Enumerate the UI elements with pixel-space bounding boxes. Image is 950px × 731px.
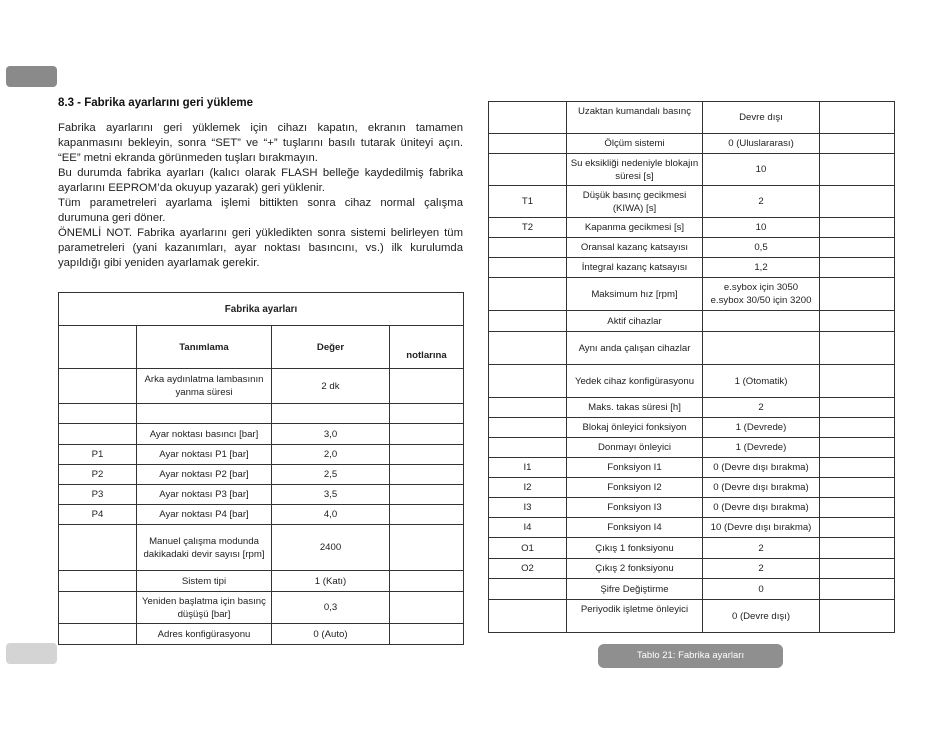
cell-notes (390, 505, 464, 525)
cell-code (489, 311, 567, 332)
cell-notes (390, 624, 464, 645)
cell-notes (820, 518, 895, 538)
cell-description: Çıkış 2 fonksiyonu (567, 559, 703, 579)
table-row (489, 365, 895, 398)
cell-description: Fonksiyon I4 (567, 518, 703, 538)
table-row (489, 134, 895, 154)
cell-description: Yeniden başlatma için basınç düşüşü [bar] (137, 592, 272, 624)
cell-value: 0 (Devre dışı bırakma) (703, 458, 820, 478)
cell-description: Ayar noktası P4 [bar] (137, 505, 272, 525)
cell-value (272, 404, 390, 424)
cell-code: P2 (59, 465, 137, 485)
cell-description: Oransal kazanç katsayısı (567, 238, 703, 258)
table-row (489, 332, 895, 365)
cell-description: İntegral kazanç katsayısı (567, 258, 703, 278)
table-row (59, 571, 464, 592)
cell-value: 10 (703, 154, 820, 186)
factory-settings-table-left (58, 292, 464, 645)
cell-value (703, 332, 820, 365)
cell-value: 2 dk (272, 369, 390, 404)
cell-value: 0,5 (703, 238, 820, 258)
cell-value: 2 (703, 559, 820, 579)
table-row (489, 154, 895, 186)
cell-value: 0 (Auto) (272, 624, 390, 645)
cell-value (703, 311, 820, 332)
table-row (489, 258, 895, 278)
table-row (489, 398, 895, 418)
cell-description: Ayar noktası P2 [bar] (137, 465, 272, 485)
cell-code (59, 624, 137, 645)
cell-description: Ayar noktası P3 [bar] (137, 485, 272, 505)
table-row (489, 579, 895, 600)
table-row (59, 485, 464, 505)
cell-notes (390, 445, 464, 465)
cell-description: Manuel çalışma modunda dakikadaki devir sayısı [rpm] (137, 525, 272, 571)
cell-code: I3 (489, 498, 567, 518)
cell-code: T2 (489, 218, 567, 238)
cell-notes (390, 571, 464, 592)
cell-notes (390, 485, 464, 505)
cell-notes (820, 278, 895, 311)
table-row (59, 424, 464, 445)
cell-code: I4 (489, 518, 567, 538)
cell-code (489, 365, 567, 398)
cell-description: Donmayı önleyici (567, 438, 703, 458)
cell-code (489, 154, 567, 186)
cell-value: Devre dışı (703, 102, 820, 134)
cell-code (489, 418, 567, 438)
section-title: 8.3 - Fabrika ayarlarını geri yükleme (58, 97, 253, 109)
cell-description: Adres konfigürasyonu (137, 624, 272, 645)
cell-description: Arka aydınlatma lambasının yanma süresi (137, 369, 272, 404)
cell-notes (820, 538, 895, 559)
cell-value: 1,2 (703, 258, 820, 278)
cell-notes (820, 218, 895, 238)
cell-notes (820, 438, 895, 458)
table-header-row (59, 326, 464, 369)
table-row (59, 445, 464, 465)
cell-value: 2,0 (272, 445, 390, 465)
paragraph-1: Fabrika ayarlarını geri yüklemek için cihazı kapatın, ekranın tamamen kapanmasını bekleyin, sonra “SET” ve “+” tuşlarını basılı tutarak üniteyi açın. “EE” metni ekranda görünmeden tuşları bırakmayın. (58, 122, 463, 164)
cell-notes (820, 600, 895, 633)
cell-description: Yedek cihaz konfigürasyonu (567, 365, 703, 398)
cell-value-line: e.sybox 30/50 için 3200 (710, 295, 812, 306)
page-tab-marker-bottom (6, 643, 57, 664)
cell-code (59, 369, 137, 404)
table-title-row (59, 293, 464, 326)
cell-description: Ölçüm sistemi (567, 134, 703, 154)
cell-notes (820, 102, 895, 134)
cell-value: 3,0 (272, 424, 390, 445)
table-row (489, 600, 895, 633)
cell-value: 0 (Devre dışı bırakma) (703, 478, 820, 498)
cell-value: 3,5 (272, 485, 390, 505)
cell-value: 4,0 (272, 505, 390, 525)
cell-notes (820, 559, 895, 579)
cell-value: 10 (Devre dışı bırakma) (703, 518, 820, 538)
cell-value: 0 (Uluslararası) (703, 134, 820, 154)
cell-notes (820, 154, 895, 186)
cell-code: T1 (489, 186, 567, 218)
cell-code (489, 278, 567, 311)
cell-notes (820, 238, 895, 258)
cell-notes (390, 404, 464, 424)
cell-value: 0,3 (272, 592, 390, 624)
cell-value: 1 (Devrede) (703, 418, 820, 438)
table-row (59, 592, 464, 624)
table-row (489, 458, 895, 478)
cell-code: I1 (489, 458, 567, 478)
cell-code (59, 571, 137, 592)
table-row (59, 525, 464, 571)
table-row (489, 478, 895, 498)
cell-code (489, 238, 567, 258)
cell-value: 1 (Devrede) (703, 438, 820, 458)
table-row (489, 559, 895, 579)
cell-code (59, 592, 137, 624)
important-note: ÖNEMLİ NOT. Fabrika ayarlarını geri yükledikten sonra sistemi belirleyen tüm parametreleri (yani kazanımları, ayar noktası basıncını, vs.) ilk kurulumda yapıldığı gibi yeniden ayarlamak gerekir. (58, 227, 463, 269)
table-row (59, 369, 464, 404)
cell-description: Blokaj önleyici fonksiyon (567, 418, 703, 438)
table-row (489, 102, 895, 134)
cell-notes (390, 369, 464, 404)
cell-code (489, 600, 567, 633)
cell-notes (820, 365, 895, 398)
factory-settings-table-right (488, 101, 895, 633)
paragraph-3: Tüm parametreleri ayarlama işlemi bittikten sonra cihaz normal çalışma durumuna geri döner. (58, 197, 463, 224)
table-row (489, 218, 895, 238)
left-column (58, 97, 463, 271)
cell-notes (820, 398, 895, 418)
table-row (489, 238, 895, 258)
cell-description: Uzaktan kumandalı basınç (567, 102, 703, 134)
cell-description: Fonksiyon I2 (567, 478, 703, 498)
cell-value: 2 (703, 538, 820, 559)
cell-value: 1 (Otomatik) (703, 365, 820, 398)
cell-value: 10 (703, 218, 820, 238)
table-row (489, 518, 895, 538)
table-row (59, 624, 464, 645)
cell-code (489, 332, 567, 365)
cell-code (489, 398, 567, 418)
cell-code (59, 404, 137, 424)
cell-notes (820, 186, 895, 218)
cell-description: Periyodik işletme önleyici (567, 600, 703, 633)
cell-code: I2 (489, 478, 567, 498)
cell-notes (820, 579, 895, 600)
cell-description: Şifre Değiştirme (567, 579, 703, 600)
cell-description (137, 404, 272, 424)
table-title: Fabrika ayarları (59, 293, 464, 326)
cell-notes (820, 458, 895, 478)
paragraph-2: Bu durumda fabrika ayarları (kalıcı olarak FLASH belleğe kaydedilmiş fabrika ayarlarını EEPROM’da okuyup yazarak) geri yüklenir. (58, 167, 463, 194)
table-row (59, 404, 464, 424)
table-row (489, 311, 895, 332)
table-row (489, 438, 895, 458)
cell-description: Su eksikliği nedeniyle blokajın süresi [s] (567, 154, 703, 186)
cell-description: Fonksiyon I3 (567, 498, 703, 518)
cell-description: Çıkış 1 fonksiyonu (567, 538, 703, 559)
cell-value: 0 (Devre dışı) (703, 600, 820, 633)
cell-description: Ayar noktası P1 [bar] (137, 445, 272, 465)
cell-code: O2 (489, 559, 567, 579)
cell-code: P4 (59, 505, 137, 525)
cell-description: Düşük basınç gecikmesi (KIWA) [s] (567, 186, 703, 218)
cell-value: 2 (703, 186, 820, 218)
cell-value-line: e.sybox için 3050 (723, 282, 799, 293)
cell-code (489, 579, 567, 600)
table-row (59, 465, 464, 485)
cell-value: 2400 (272, 525, 390, 571)
cell-notes (820, 311, 895, 332)
table-row (489, 278, 895, 311)
header-notes: notlarına (390, 326, 464, 369)
cell-code (59, 424, 137, 445)
cell-notes (820, 418, 895, 438)
table-row (489, 418, 895, 438)
cell-notes (820, 478, 895, 498)
table-caption: Tablo 21: Fabrika ayarları (598, 644, 783, 668)
cell-notes (820, 498, 895, 518)
header-code (59, 326, 137, 369)
cell-notes (820, 258, 895, 278)
cell-code (489, 438, 567, 458)
cell-notes (820, 332, 895, 365)
cell-notes (390, 525, 464, 571)
cell-description: Aktif cihazlar (567, 311, 703, 332)
cell-description: Maks. takas süresi [h] (567, 398, 703, 418)
cell-value: 2 (703, 398, 820, 418)
cell-notes (390, 592, 464, 624)
header-value: Değer (272, 326, 390, 369)
cell-description: Maksimum hız [rpm] (567, 278, 703, 311)
cell-notes (390, 465, 464, 485)
cell-description: Fonksiyon I1 (567, 458, 703, 478)
cell-value: 0 (703, 579, 820, 600)
cell-code (489, 102, 567, 134)
cell-description: Aynı anda çalışan cihazlar (567, 332, 703, 365)
cell-value: 1 (Katı) (272, 571, 390, 592)
cell-code (489, 134, 567, 154)
cell-code (59, 525, 137, 571)
cell-code: P3 (59, 485, 137, 505)
cell-notes (820, 134, 895, 154)
table-row (59, 505, 464, 525)
cell-notes (390, 424, 464, 445)
table-row (489, 538, 895, 559)
cell-description: Kapanma gecikmesi [s] (567, 218, 703, 238)
table-row (489, 186, 895, 218)
page-tab-marker-top (6, 66, 57, 87)
cell-description: Ayar noktası basıncı [bar] (137, 424, 272, 445)
header-description: Tanımlama (137, 326, 272, 369)
cell-description: Sistem tipi (137, 571, 272, 592)
cell-value: 0 (Devre dışı bırakma) (703, 498, 820, 518)
table-row (489, 498, 895, 518)
cell-code: O1 (489, 538, 567, 559)
cell-value: 2,5 (272, 465, 390, 485)
cell-code (489, 258, 567, 278)
cell-value (703, 278, 820, 311)
cell-code: P1 (59, 445, 137, 465)
